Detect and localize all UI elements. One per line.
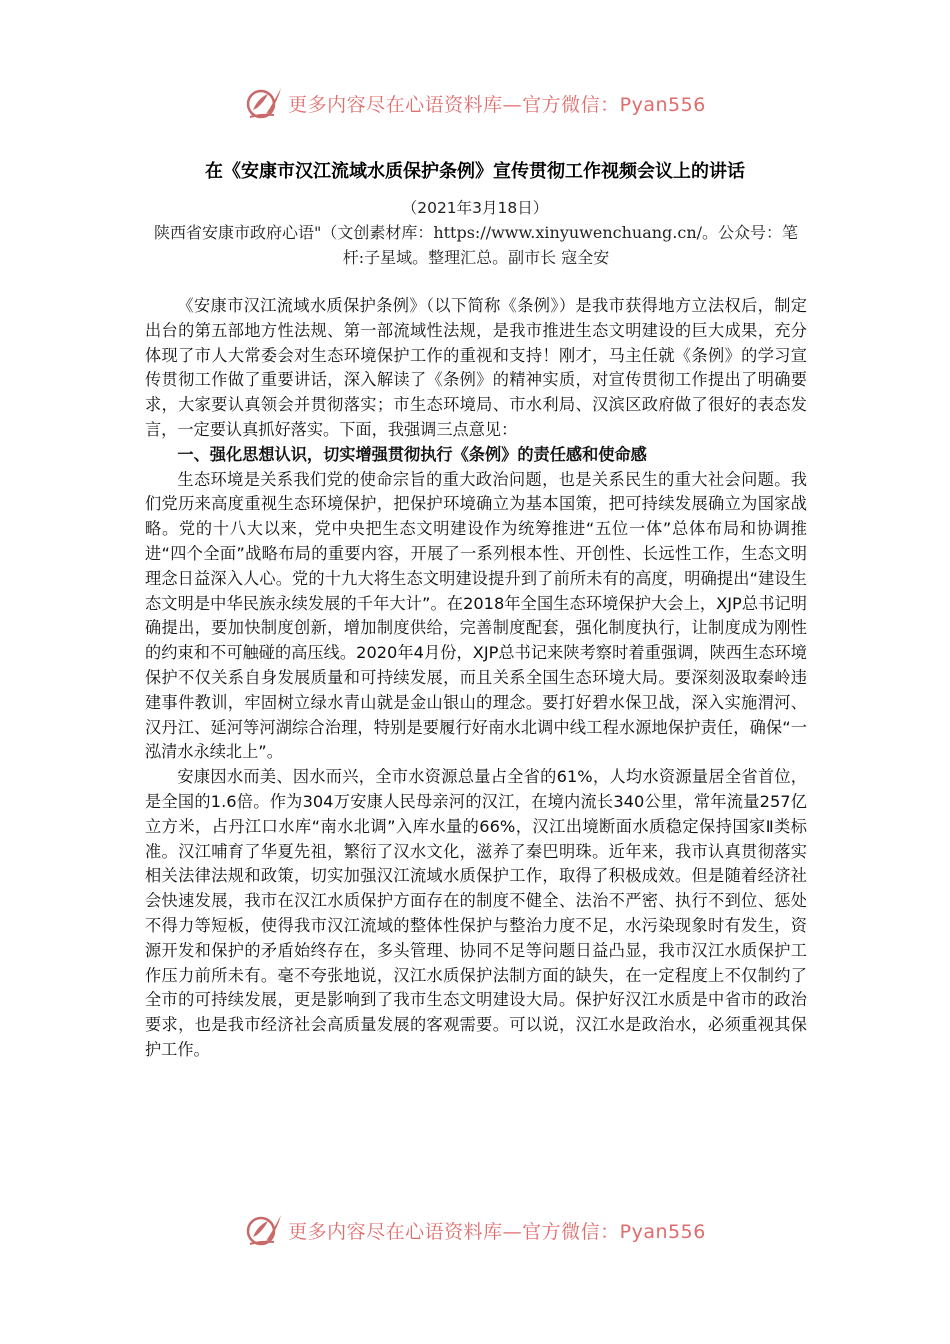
document-body (145, 294, 807, 1063)
document-title: 在《安康市汉江流域水质保护条例》宣传贯彻工作视频会议上的讲话 (205, 161, 745, 182)
section-heading-1: 一、强化思想认识，切实增强贯彻执行《条例》的责任感和使命感 (177, 444, 647, 464)
quill-logo-icon (244, 1211, 284, 1249)
quill-logo-icon (244, 84, 284, 122)
watermark-text: 更多内容尽在心语资料库—官方微信：Pyan556 (288, 1220, 706, 1243)
paragraph-ankang-water: 安康因水而美、因水而兴，全市水资源总量占全省的61%，人均水资源量居全省首位，是全国的1.6倍。作为304万安康人民母亲河的汉江，在境内流长340公里，常年流量257亿立方米，占丹江口水库“南水北调”入库水量的66%，汉江出境断面水质稳定保持国家Ⅱ类标准。汉江哺育了华夏先祖，繁衍了汉水文化，滋养了秦巴明珠。近年来，我市认真贯彻落实相关法律法规和政策，切实加强汉江流域水质保护工作，取得了积极成效。但是随着经济社会快速发展，我市在汉江水质保护方面存在的制度不健全、法治不严密、执行不到位、惩处不得力等短板，使得我市汉江流域的整体性保护与整治力度不足，水污染现象时有发生，资源开发和保护的矛盾始终存在，多头管理、协同不足等问题日益凸显，我市汉江水质保护工作压力前所未有。毫不夸张地说，汉江水质保护法制方面的缺失，在一定程度上不仅制约了全市的可持续发展，更是影响到了我市生态文明建设大局。保护好汉江水质是中省市的政治要求，也是我市经济社会高质量发展的客观需要。可以说，汉江水是政治水，必须重视其保护工作。 (145, 767, 807, 1059)
document-date: （2021年3月18日） (401, 199, 549, 217)
paragraph-intro: 《安康市汉江流域水质保护条例》（以下简称《条例》）是我市获得地方立法权后，制定出台的第五部地方性法规、第一部流域性法规，是我市推进生态文明建设的巨大成果，充分体现了市人大常委会对生态环境保护工作的重视和支持！刚才，马主任就《条例》的学习宣传贯彻工作做了重要讲话，深入解读了《条例》的精神实质，对宣传贯彻工作提出了明确要求，大家要认真领会并贯彻落实；市生态环境局、市水利局、汉滨区政府做了很好的表态发言，一定要认真抓好落实。下面，我强调三点意见： (145, 296, 807, 439)
watermark-wechat-id: Pyan556 (619, 93, 706, 116)
watermark-wechat-id: Pyan556 (619, 1220, 706, 1243)
paragraph-ecology: 生态环境是关系我们党的使命宗旨的重大政治问题，也是关系民生的重大社会问题。我们党历来高度重视生态环境保护，把保护环境确立为基本国策，把可持续发展确立为国家战略。党的十八大以来，党中央把生态文明建设作为统筹推进“五位一体”总体布局和协调推进“四个全面”战略布局的重要内容，开展了一系列根本性、开创性、长远性工作，生态文明理念日益深入人心。党的十九大将生态文明建设提升到了前所未有的高度，明确提出“建设生态文明是中华民族永续发展的千年大计”。在2018年全国生态环境保护大会上，XJP总书记明确提出，要加快制度创新，增加制度供给，完善制度配套，强化制度执行，让制度成为刚性的约束和不可触碰的高压线。2020年4月份，XJP总书记来陕考察时着重强调，陕西生态环境保护不仅关系自身发展质量和可持续发展，而且关系全国生态环境大局。要深刻汲取秦岭违建事件教训，牢固树立绿水青山就是金山银山的理念。要打好碧水保卫战，深入实施渭河、汉丹江、延河等河湖综合治理，特别是要履行好南水北调中线工程水源地保护责任，确保“一泓清水永续北上”。 (145, 469, 807, 762)
watermark-text: 更多内容尽在心语资料库—官方微信：Pyan556 (288, 93, 706, 116)
watermark-header (0, 83, 950, 123)
document-byline: 陕西省安康市政府心语"（文创素材库：https://www.xinyuwenchuang.cn/。公众号：笔杆:子星域。整理汇总。副市长 寇全安 (153, 223, 799, 267)
watermark-footer (0, 1210, 950, 1250)
